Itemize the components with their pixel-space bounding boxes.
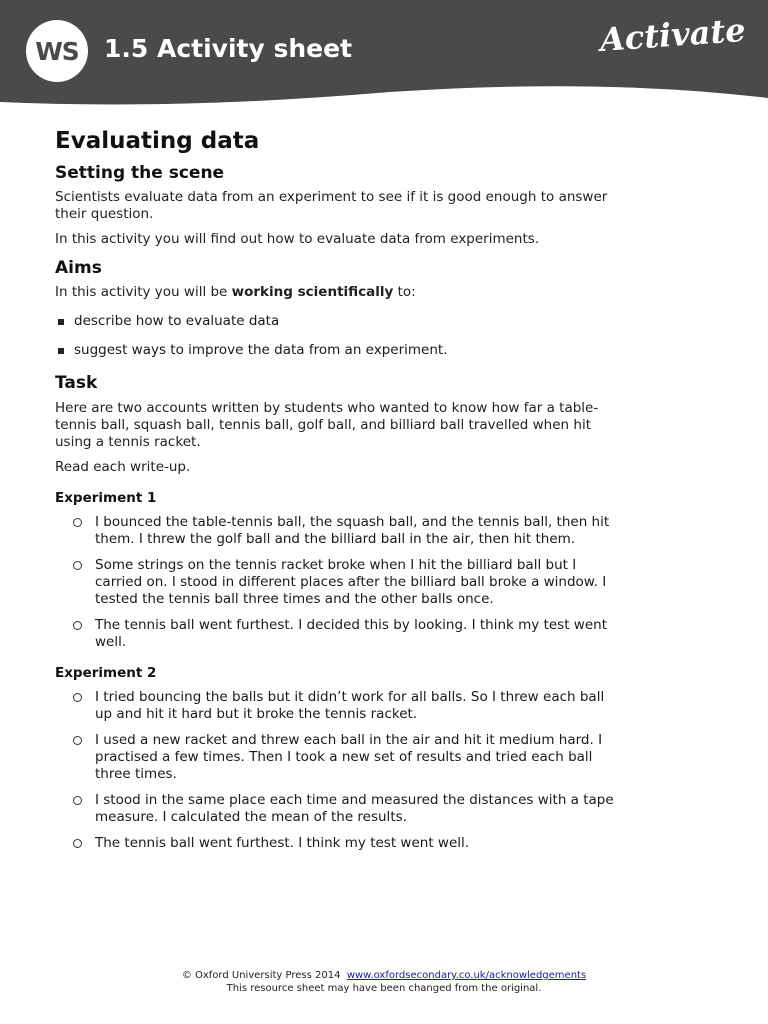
experiment-2-list bbox=[55, 689, 625, 852]
list-item: I tried bouncing the balls but it didn’t work for all balls. So I threw each ball up and hit it hard but it broke the tennis racket. bbox=[55, 689, 625, 723]
acknowledgements-link[interactable]: www.oxfordsecondary.co.uk/acknowledgements bbox=[346, 970, 587, 981]
square-bullet-icon bbox=[58, 319, 64, 325]
footer-line-1 bbox=[0, 969, 768, 982]
sheet-title: 1.5 Activity sheet bbox=[104, 34, 353, 63]
footer-note: This resource sheet may have been changed from the original. bbox=[226, 983, 542, 994]
circle-bullet-icon bbox=[73, 736, 82, 745]
circle-bullet-icon bbox=[73, 796, 82, 805]
circle-bullet-icon bbox=[73, 518, 82, 527]
square-bullet-icon bbox=[58, 348, 64, 354]
aims-heading: Aims bbox=[55, 258, 102, 278]
task-paragraph-2: Read each write-up. bbox=[55, 459, 191, 475]
circle-bullet-icon bbox=[73, 693, 82, 702]
experiment-2-heading: Experiment 2 bbox=[55, 665, 157, 681]
list-item: describe how to evaluate data bbox=[55, 313, 625, 330]
header-banner bbox=[0, 0, 768, 112]
experiment-1-list bbox=[55, 514, 625, 651]
footer bbox=[0, 969, 768, 995]
list-item: suggest ways to improve the data from an experiment. bbox=[55, 342, 625, 359]
circle-bullet-icon bbox=[73, 839, 82, 848]
task-paragraph-1: Here are two accounts written by students who wanted to know how far a table-tennis ball, squash ball, tennis ball, golf ball, and billiard ball travelled when hit using a tennis racket. bbox=[55, 400, 599, 450]
list-item: The tennis ball went furthest. I decided this by looking. I think my test went well. bbox=[55, 617, 625, 651]
list-item: I stood in the same place each time and measured the distances with a tape measure. I calculated the mean of the results. bbox=[55, 792, 625, 826]
scene-paragraph-2: In this activity you will find out how to evaluate data from experiments. bbox=[55, 231, 540, 247]
list-item: Some strings on the tennis racket broke when I hit the billiard ball but I carried on. I stood in different places after the billiard ball broke a window. I tested the tennis ball three times and the other balls once. bbox=[55, 557, 625, 608]
list-item: I bounced the table-tennis ball, the squash ball, and the tennis ball, then hit them. I threw the golf ball and the billiard ball in the air, then hit them. bbox=[55, 514, 625, 548]
circle-bullet-icon bbox=[73, 561, 82, 570]
list-item: I used a new racket and threw each ball in the air and hit it medium hard. I practised a few times. Then I took a new set of results and tried each ball three times. bbox=[55, 732, 625, 783]
list-item: The tennis ball went furthest. I think my test went well. bbox=[55, 835, 625, 852]
aims-intro-bold: working scientifically bbox=[231, 284, 394, 300]
ws-badge: WS bbox=[26, 20, 88, 82]
activate-logo: Activate bbox=[598, 10, 747, 59]
scene-heading: Setting the scene bbox=[55, 163, 225, 183]
aims-intro: In this activity you will be working scientifically to: bbox=[55, 284, 416, 300]
experiment-1-heading: Experiment 1 bbox=[55, 490, 157, 506]
scene-paragraph-1: Scientists evaluate data from an experiment to see if it is good enough to answer their question. bbox=[55, 189, 608, 222]
copyright-text: © Oxford University Press 2014 bbox=[181, 970, 341, 981]
aims-list bbox=[55, 313, 625, 359]
main-content bbox=[55, 125, 625, 852]
circle-bullet-icon bbox=[73, 621, 82, 630]
page-title: Evaluating data bbox=[55, 128, 260, 154]
task-heading: Task bbox=[55, 373, 98, 393]
